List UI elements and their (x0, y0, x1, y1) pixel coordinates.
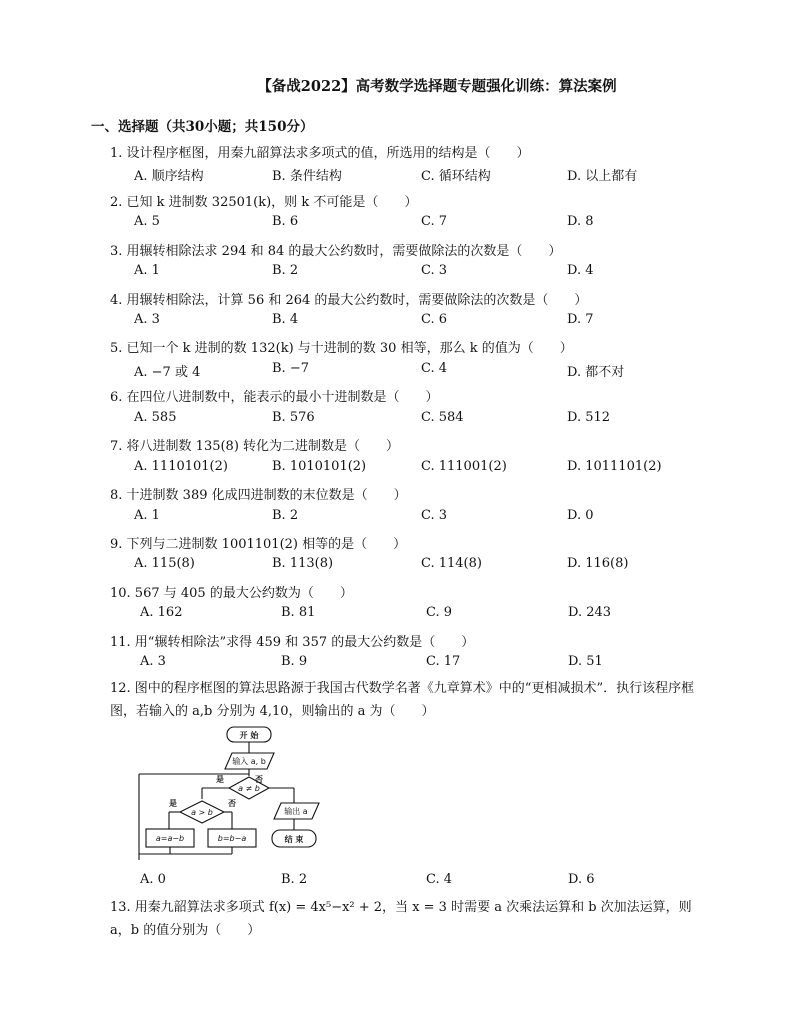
question-7-options (134, 459, 694, 477)
question-8: 8. 十进制数 389 化成四进制数的末位数是（ ） (110, 488, 407, 503)
option-c: C. 4 (426, 872, 453, 887)
question-5-options (134, 361, 694, 379)
question-10: 10. 567 与 405 的最大公约数为（ ） (110, 586, 353, 601)
option-c: C. 111001(2) (421, 459, 507, 474)
option-a: A. 115(8) (134, 556, 195, 571)
option-b: B. 2 (272, 508, 299, 523)
option-a: A. 1 (134, 508, 160, 523)
option-a: A. 顺序结构 (134, 169, 204, 184)
option-c: C. 6 (421, 312, 448, 327)
flow-yes-label: 是 (216, 775, 224, 784)
question-2: 2. 已知 k 进制数 32501(k)，则 k 不可能是（ ） (110, 195, 418, 210)
option-d: D. 都不对 (567, 365, 625, 380)
option-b: B. 81 (281, 605, 316, 620)
option-a: A. 3 (134, 312, 160, 327)
option-a: A. −7 或 4 (134, 365, 201, 380)
option-d: D. 7 (567, 312, 594, 327)
flowchart-diagram (136, 724, 336, 860)
question-3: 3. 用辗转相除法求 294 和 84 的最大公约数时，需要做除法的次数是（ ） (110, 244, 562, 259)
option-b: B. 2 (272, 263, 299, 278)
option-d: D. 512 (567, 410, 611, 425)
option-b: B. −7 (272, 361, 309, 376)
flow-assign-a-label: a=a−b (155, 834, 185, 843)
flow-condition-label: a > b (191, 808, 213, 817)
flow-end-label: 结 束 (284, 835, 304, 844)
option-b: B. 9 (281, 654, 308, 669)
question-12-options (140, 872, 700, 890)
question-10-options (140, 605, 700, 623)
option-c: C. 9 (426, 605, 453, 620)
option-a: A. 585 (134, 410, 177, 425)
option-c: C. 循环结构 (421, 169, 491, 184)
option-c: C. 7 (421, 214, 448, 229)
question-13: 13. 用秦九韶算法求多项式 f(x) = 4x⁵−x² + 2，当 x = 3 时需要 a 次乘法运算和 b 次加法运算，则 a，b 的值分别为（ ） (110, 900, 692, 938)
option-d: D. 243 (568, 605, 612, 620)
section-heading: 一、选择题（共30小题；共150分） (91, 119, 314, 135)
question-4-options (134, 312, 694, 330)
option-d: D. 116(8) (567, 556, 629, 571)
question-2-options (134, 214, 694, 232)
option-c: C. 3 (421, 263, 448, 278)
option-b: B. 6 (272, 214, 299, 229)
option-a: A. 1110101(2) (134, 459, 228, 474)
option-d: D. 51 (568, 654, 603, 669)
question-3-options (134, 263, 694, 281)
option-a: A. 5 (134, 214, 160, 229)
option-c: C. 114(8) (421, 556, 482, 571)
option-c: C. 3 (421, 508, 448, 523)
option-a: A. 1 (134, 263, 160, 278)
question-1: 1. 设计程序框图，用秦九韶算法求多项式的值，所选用的结构是（ ） (110, 146, 530, 161)
option-b: B. 条件结构 (272, 169, 342, 184)
option-a: A. 162 (140, 605, 183, 620)
question-9-options (134, 556, 694, 574)
flow-assign-b-label: b=b−a (217, 834, 247, 843)
flow-yes-label: 是 (169, 799, 177, 808)
option-c: C. 584 (421, 410, 464, 425)
flow-output-label: 输出 a (284, 807, 308, 816)
question-7: 7. 将八进制数 135(8) 转化为二进制数是（ ） (110, 439, 400, 454)
flow-input-label: 输入 a, b (232, 757, 266, 766)
question-5: 5. 已知一个 k 进制的数 132(k) 与十进制的数 30 相等，那么 k 的值为（ ） (110, 341, 573, 356)
option-d: D. 8 (567, 214, 594, 229)
page-title: 【备战2022】高考数学选择题专题强化训练：算法案例 (257, 78, 617, 95)
question-4: 4. 用辗转相除法，计算 56 和 264 的最大公约数时，需要做除法的次数是（ ） (110, 293, 588, 308)
option-d: D. 0 (567, 508, 594, 523)
option-a: A. 3 (140, 654, 166, 669)
option-b: B. 576 (272, 410, 315, 425)
option-d: D. 以上都有 (567, 169, 638, 184)
question-9: 9. 下列与二进制数 1001101(2) 相等的是（ ） (110, 537, 407, 552)
question-11-options (140, 654, 700, 672)
option-c: C. 17 (426, 654, 461, 669)
flow-condition-label: a ≠ b (238, 784, 260, 793)
option-c: C. 4 (421, 361, 448, 376)
option-d: D. 4 (567, 263, 594, 278)
option-a: A. 0 (140, 872, 166, 887)
flow-no-label: 否 (228, 799, 236, 808)
flow-no-label: 否 (255, 775, 263, 784)
option-b: B. 1010101(2) (272, 459, 367, 474)
option-b: B. 113(8) (272, 556, 334, 571)
question-11: 11. 用“辗转相除法”求得 459 和 357 的最大公约数是（ ） (110, 635, 475, 650)
question-1-options (134, 165, 694, 183)
option-b: B. 4 (272, 312, 299, 327)
option-d: D. 6 (568, 872, 595, 887)
option-b: B. 2 (281, 872, 308, 887)
flow-start-label: 开 始 (239, 731, 259, 740)
question-6: 6. 在四位八进制数中，能表示的最小十进制数是（ ） (110, 390, 439, 405)
option-d: D. 1011101(2) (567, 459, 662, 474)
question-12: 12. 图中的程序框图的算法思路源于我国古代数学名著《九章算术》中的“更相减损术”．执行该程序框图，若输入的 a,b 分别为 4,10，则输出的 a 为（ ） (110, 681, 695, 719)
question-6-options (134, 410, 694, 428)
question-8-options (134, 508, 694, 526)
